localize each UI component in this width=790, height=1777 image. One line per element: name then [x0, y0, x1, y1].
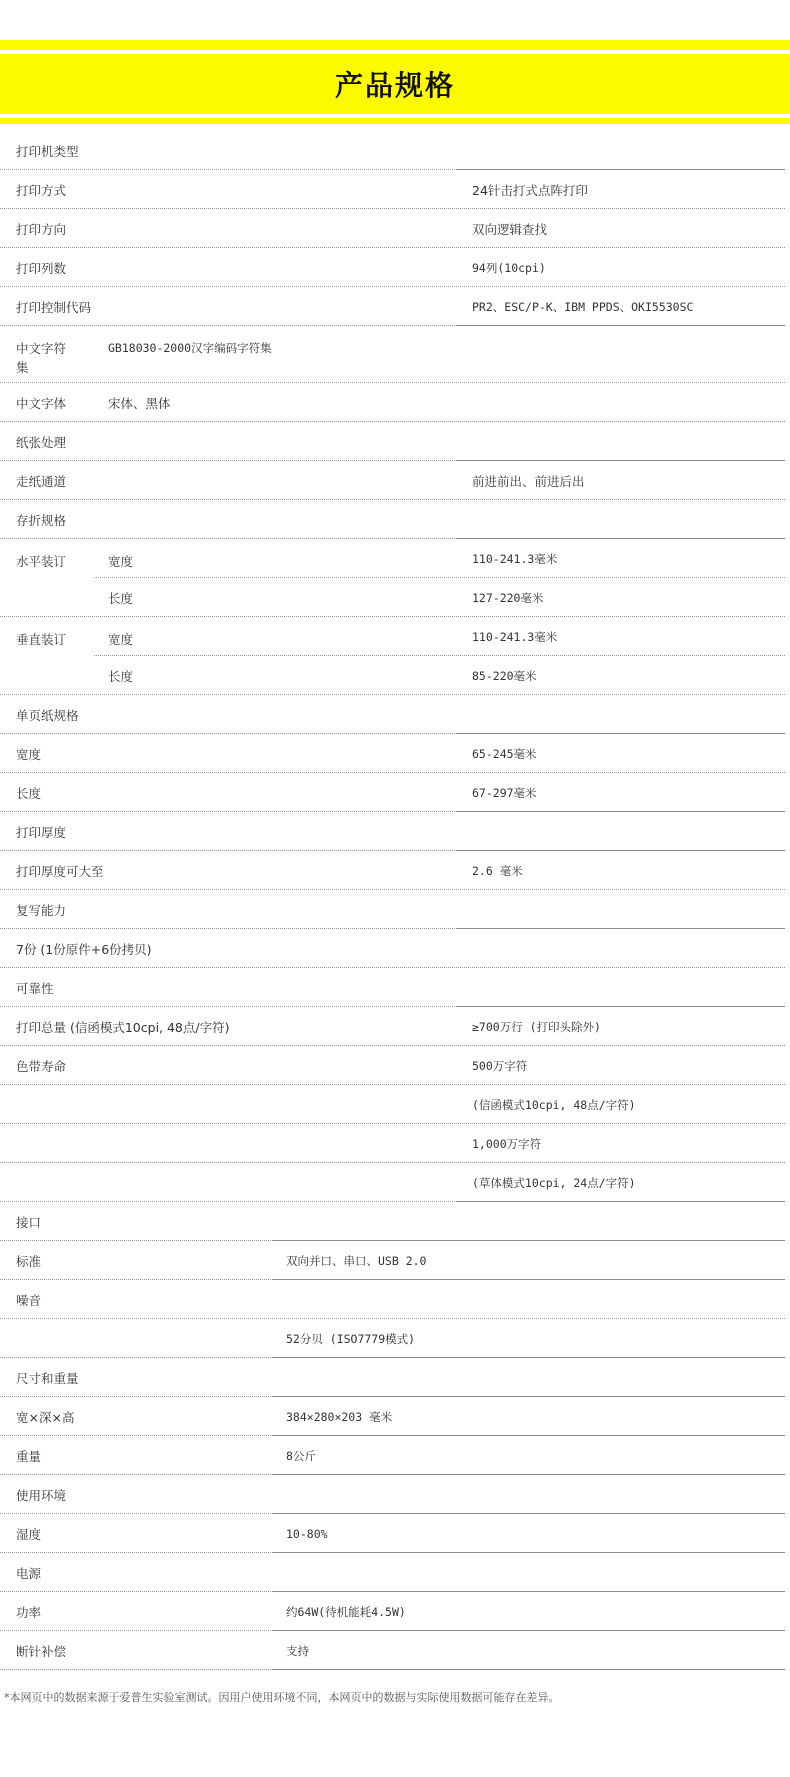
spec-row	[0, 1436, 790, 1475]
spec-table	[0, 131, 790, 1670]
spec-row	[0, 131, 790, 170]
spec-label: 走纸通道	[16, 473, 67, 489]
spec-label: 中文字体	[16, 395, 67, 411]
spec-row	[0, 851, 790, 890]
spec-label: 打印方式	[16, 182, 67, 198]
spec-row	[0, 1358, 790, 1397]
spec-label: 使用环境	[16, 1487, 67, 1503]
spec-value: GB18030-2000汉字编码字符集	[108, 341, 272, 355]
spec-label: 尺寸和重量	[16, 1370, 79, 1386]
spec-label: 湿度	[16, 1526, 42, 1542]
spec-label: 打印厚度	[16, 824, 67, 840]
spec-label: 中文字符集	[16, 341, 67, 375]
spec-value: (信函模式10cpi, 48点/字符)	[472, 1097, 636, 1112]
spec-label: 电源	[16, 1565, 42, 1581]
spec-label: 7份 (1份原件+6份拷贝)	[16, 941, 152, 957]
spec-label: 长度	[16, 785, 42, 801]
spec-row	[0, 929, 790, 968]
spec-label: 噪音	[16, 1292, 42, 1308]
footnote: *本网页中的数据来源于爱普生实验室测试。因用户使用环境不同，本网页中的数据与实际使用数据可能存在差异。	[4, 1691, 560, 1704]
spec-value: (草体模式10cpi, 24点/字符)	[472, 1175, 636, 1190]
spec-label: 打印机类型	[16, 143, 79, 159]
spec-value: 双向逻辑查找	[472, 221, 548, 237]
spec-value: 110-241.3毫米	[472, 629, 558, 644]
spec-value: 384×280×203 毫米	[286, 1409, 393, 1424]
spec-label: 存折规格	[16, 512, 67, 528]
spec-row	[0, 1241, 790, 1280]
spec-row	[0, 383, 790, 422]
spec-label: 单页纸规格	[16, 707, 79, 723]
spec-value: 127-220毫米	[472, 590, 544, 605]
spec-row	[0, 500, 790, 539]
spec-row	[0, 1046, 790, 1085]
spec-row	[0, 539, 790, 578]
spec-value: 宋体、黑体	[108, 395, 171, 411]
spec-value: 110-241.3毫米	[472, 551, 558, 566]
spec-value: 500万字符	[472, 1058, 528, 1073]
spec-row	[0, 1514, 790, 1553]
spec-sublabel: 长度	[108, 590, 134, 606]
spec-label: 打印厚度可大至	[16, 863, 104, 879]
spec-row	[0, 890, 790, 929]
spec-value: ≥700万行 (打印头除外)	[472, 1019, 601, 1034]
spec-row	[0, 1631, 790, 1670]
spec-label: 重量	[16, 1448, 42, 1464]
spec-label: 断针补偿	[16, 1643, 67, 1659]
spec-row	[0, 209, 790, 248]
spec-value: 52分贝 (ISO7779模式)	[286, 1331, 416, 1346]
spec-value: 双向并口、串口、USB 2.0	[286, 1253, 427, 1268]
spec-row	[0, 695, 790, 734]
spec-value: 约64W(待机能耗4.5W)	[286, 1604, 406, 1619]
spec-value: 2.6 毫米	[472, 863, 523, 878]
spec-row	[0, 248, 790, 287]
spec-row	[0, 461, 790, 500]
spec-value: 85-220毫米	[472, 668, 537, 683]
spec-sublabel: 宽度	[108, 632, 134, 647]
spec-label: 宽度	[16, 746, 42, 762]
spec-row	[0, 1124, 790, 1163]
spec-value: 支持	[286, 1643, 309, 1658]
spec-value: 前进前出、前进后出	[472, 473, 585, 489]
spec-label: 打印列数	[16, 260, 67, 276]
title-banner	[0, 54, 790, 114]
spec-value: 8公斤	[286, 1448, 316, 1463]
yellow-stripe-bottom	[0, 118, 790, 124]
spec-label: 打印控制代码	[16, 299, 92, 315]
spec-label: 可靠性	[16, 980, 54, 996]
spec-value: 24针击打式点阵打印	[472, 182, 588, 198]
spec-sublabel: 长度	[108, 668, 134, 684]
spec-label: 色带寿命	[16, 1058, 67, 1074]
spec-label: 功率	[16, 1604, 42, 1620]
spec-label: 水平装订	[16, 554, 67, 569]
spec-value: 10-80%	[286, 1526, 328, 1541]
spec-row	[0, 170, 790, 209]
spec-value: 94列(10cpi)	[472, 260, 546, 275]
spec-row	[0, 968, 790, 1007]
spec-value: 65-245毫米	[472, 746, 537, 761]
spec-row	[0, 1553, 790, 1592]
spec-row	[0, 326, 790, 383]
spec-label: 宽×深×高	[16, 1409, 75, 1425]
spec-label: 纸张处理	[16, 434, 67, 450]
spec-row	[0, 1319, 790, 1358]
spec-row	[0, 1280, 790, 1319]
row-divider-solid	[272, 1669, 785, 1670]
spec-row	[0, 422, 790, 461]
spec-label: 接口	[16, 1214, 42, 1230]
spec-label: 垂直装订	[16, 632, 67, 647]
spec-row	[0, 287, 790, 326]
yellow-stripe-top	[0, 40, 790, 50]
spec-sublabel: 宽度	[108, 554, 134, 569]
spec-row	[0, 578, 790, 617]
spec-row	[0, 1475, 790, 1514]
spec-label: 打印方向	[16, 221, 67, 237]
spec-label: 复写能力	[16, 902, 67, 918]
spec-row	[0, 773, 790, 812]
spec-value: PR2、ESC/P-K、IBM PPDS、OKI5530SC	[472, 299, 694, 314]
spec-value: 1,000万字符	[472, 1136, 542, 1151]
spec-row	[0, 734, 790, 773]
spec-row	[0, 656, 790, 695]
spec-row	[0, 812, 790, 851]
spec-row	[0, 1397, 790, 1436]
spec-row	[0, 1163, 790, 1202]
spec-label: 标准	[16, 1253, 42, 1269]
spec-row	[0, 1202, 790, 1241]
page-title: 产品规格	[334, 69, 455, 102]
spec-value: 67-297毫米	[472, 785, 537, 800]
spec-label: 打印总量 (信函模式10cpi, 48点/字符)	[16, 1019, 230, 1035]
spec-row	[0, 617, 790, 656]
spec-row	[0, 1007, 790, 1046]
spec-row	[0, 1085, 790, 1124]
spec-row	[0, 1592, 790, 1631]
